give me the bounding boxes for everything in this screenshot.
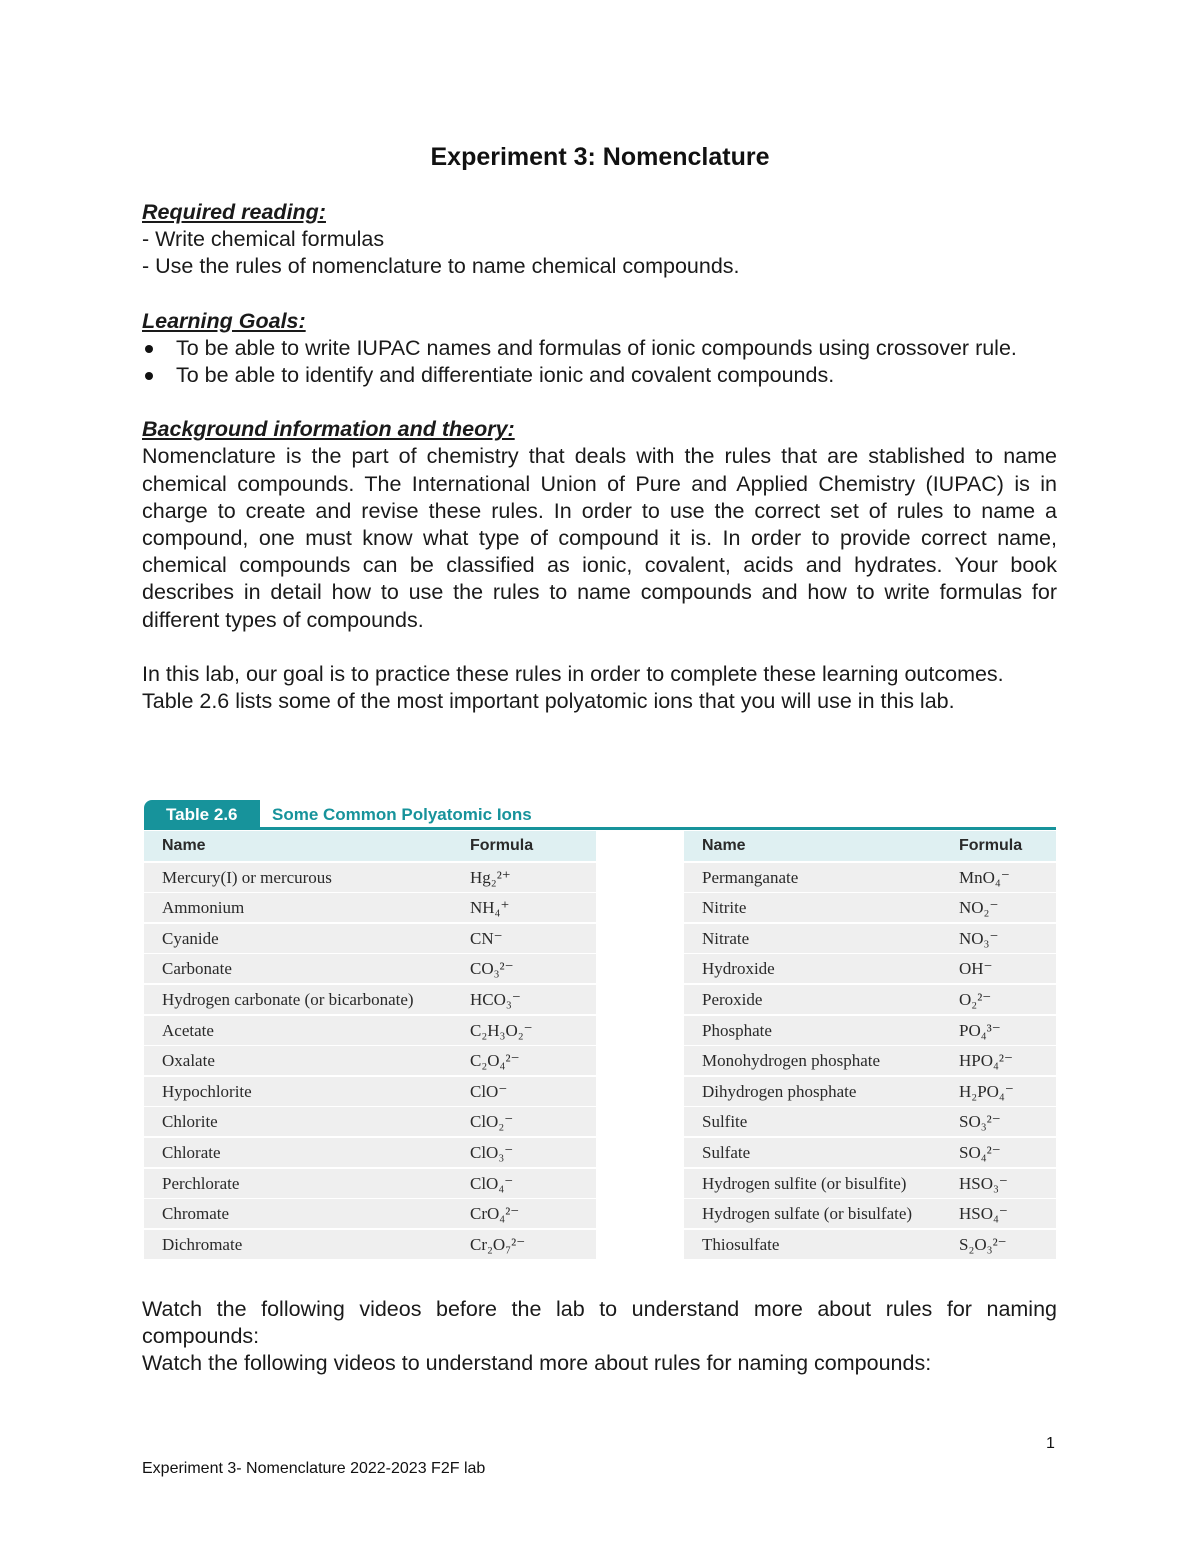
table-row: [684, 954, 1056, 983]
ion-formula: Cr₂O₇²⁻: [470, 1234, 526, 1254]
bullet-icon: [145, 345, 153, 353]
ion-formula: C₂H₃O₂⁻: [470, 1020, 533, 1040]
ion-name: Peroxide: [702, 989, 763, 1009]
table-caption: [144, 797, 1056, 830]
ion-name: Perchlorate: [162, 1173, 240, 1193]
ion-formula: ClO⁻: [470, 1081, 508, 1101]
ion-formula: SO₄²⁻: [959, 1142, 1001, 1162]
required-reading-item: - Write chemical formulas: [142, 227, 385, 252]
table-row: [144, 893, 596, 922]
ion-name: Monohydrogen phosphate: [702, 1051, 881, 1071]
ion-formula: CO₃²⁻: [470, 959, 514, 979]
ion-name: Hydrogen sulfite (or bisulfite): [702, 1173, 907, 1193]
table-header-row: [684, 831, 1056, 861]
table-row: [144, 1107, 596, 1136]
ion-formula: O₂²⁻: [959, 989, 992, 1009]
ion-name: Chlorate: [162, 1142, 221, 1162]
required-reading-item: - Use the rules of nomenclature to name chemical compounds.: [142, 254, 740, 279]
table-title: Some Common Polyatomic Ions: [272, 805, 532, 824]
ion-name: Thiosulfate: [702, 1234, 780, 1254]
ion-formula: HSO₄⁻: [959, 1204, 1008, 1224]
ion-name: Hydrogen sulfate (or bisulfate): [702, 1204, 913, 1224]
ion-name: Oxalate: [162, 1051, 215, 1071]
document-body: [142, 199, 1057, 715]
table-row: [684, 1077, 1056, 1106]
table-number: Table 2.6: [144, 800, 260, 830]
required-reading-heading: Required reading:: [142, 200, 326, 224]
table-right-half: [684, 831, 1056, 1260]
ion-name: Cyanide: [162, 928, 219, 948]
column-header-formula: Formula: [470, 837, 534, 854]
ion-name: Phosphate: [702, 1020, 772, 1040]
table-row: [684, 1138, 1056, 1167]
ion-name: Permanganate: [702, 867, 799, 887]
learning-goal-item: To be able to identify and differentiate ionic and covalent compounds.: [142, 362, 1057, 389]
ion-formula: SO₃²⁻: [959, 1112, 1001, 1132]
videos-section: [142, 1296, 1057, 1378]
ion-formula: Hg₂²⁺: [470, 867, 511, 887]
ion-name: Sulfite: [702, 1112, 748, 1132]
table-intro-paragraph: Table 2.6 lists some of the most important polyatomic ions that you will use in this lab.: [142, 689, 955, 714]
ion-name: Dichromate: [162, 1234, 243, 1254]
table-row: [684, 1046, 1056, 1075]
ion-name: Ammonium: [162, 898, 245, 918]
table-row: [684, 893, 1056, 922]
ion-formula: C₂O₄²⁻: [470, 1051, 520, 1071]
page-title: Experiment 3: Nomenclature: [430, 143, 770, 171]
table-row: [144, 954, 596, 983]
table-row: [144, 1138, 596, 1167]
table-row: [144, 1169, 596, 1198]
column-header-formula: Formula: [959, 837, 1023, 854]
ion-name: Chromate: [162, 1204, 230, 1224]
table-row: [144, 1016, 596, 1045]
table-left-half: [144, 831, 596, 1260]
ion-formula: S₂O₃²⁻: [959, 1234, 1007, 1254]
ion-name: Mercury(I) or mercurous: [162, 867, 332, 887]
ion-name: Carbonate: [162, 959, 232, 979]
table-row: [684, 985, 1056, 1014]
ion-name: Hydroxide: [702, 959, 775, 979]
ion-formula: H₂PO₄⁻: [959, 1081, 1014, 1101]
polyatomic-ions-table: [144, 797, 1056, 1267]
ion-formula: NH₄⁺: [470, 898, 510, 918]
ion-name: Hypochlorite: [162, 1081, 252, 1101]
ion-formula: CN⁻: [470, 928, 503, 948]
videos-line-before-lab: Watch the following videos before the lab to understand more about rules for naming compounds:: [142, 1297, 1057, 1349]
table-row: [684, 1107, 1056, 1136]
background-heading: Background information and theory:: [142, 417, 515, 442]
ion-formula: ClO₂⁻: [470, 1112, 514, 1132]
learning-goals-heading: Learning Goals:: [142, 308, 306, 333]
ion-formula: HSO₃⁻: [959, 1173, 1008, 1193]
table-row: [684, 1199, 1056, 1228]
table-row: [684, 863, 1056, 892]
ion-name: Nitrite: [702, 898, 747, 918]
column-header-name: Name: [702, 837, 746, 854]
ion-formula: ClO₄⁻: [470, 1173, 514, 1193]
page-number: 1: [1046, 1435, 1055, 1452]
table-header-row: [144, 831, 596, 861]
table-row: [144, 924, 596, 953]
ion-name: Hydrogen carbonate (or bicarbonate): [162, 989, 414, 1009]
table-row: [144, 863, 596, 892]
ion-formula: MnO₄⁻: [959, 867, 1010, 887]
table-row: [144, 1077, 596, 1106]
learning-goals-list: [142, 335, 1057, 389]
ion-formula: ClO₃⁻: [470, 1142, 514, 1162]
table-row: [684, 1016, 1056, 1045]
table-row: [144, 1199, 596, 1228]
page-footer: Experiment 3- Nomenclature 2022-2023 F2F lab: [142, 1460, 486, 1477]
ion-formula: NO₂⁻: [959, 898, 999, 918]
ion-formula: OH⁻: [959, 959, 993, 979]
table-row: [684, 1230, 1056, 1259]
ion-formula: CrO₄²⁻: [470, 1204, 520, 1224]
ion-name: Dihydrogen phosphate: [702, 1081, 857, 1101]
ion-formula: NO₃⁻: [959, 928, 999, 948]
ion-name: Sulfate: [702, 1142, 751, 1162]
ion-formula: PO₄³⁻: [959, 1020, 1001, 1040]
ion-formula: HPO₄²⁻: [959, 1051, 1014, 1071]
bullet-icon: [145, 372, 153, 380]
table-row: [684, 924, 1056, 953]
background-paragraph: Nomenclature is the part of chemistry that deals with the rules that are stablished to name chemical compounds. The International Union of Pure and Applied Chemistry (IUPAC) is in charge to create and revise these rules. In order to use the correct set of rules to name a compound, one must know what type of compound it is. In order to provide correct name, chemical compounds can be classified as ionic, covalent, acids and hydrates. Your book describes in detail how to use the rules to name compounds and how to write formulas for different types of compounds.: [142, 444, 1057, 632]
table-row: [144, 1230, 596, 1259]
videos-line: Watch the following videos to understand more about rules for naming compounds:: [142, 1351, 932, 1376]
ion-name: Acetate: [162, 1020, 214, 1040]
column-header-name: Name: [162, 837, 206, 854]
table-row: [144, 985, 596, 1014]
ion-name: Nitrate: [702, 928, 750, 948]
ion-formula: HCO₃⁻: [470, 989, 521, 1009]
table-rule: [144, 827, 1056, 830]
table-row: [684, 1169, 1056, 1198]
learning-goal-item: To be able to write IUPAC names and formulas of ionic compounds using crossover rule.: [142, 335, 1057, 362]
table-row: [144, 1046, 596, 1075]
ion-name: Chlorite: [162, 1112, 218, 1132]
lab-goal-paragraph: In this lab, our goal is to practice these rules in order to complete these learning outcomes.: [142, 661, 1004, 686]
